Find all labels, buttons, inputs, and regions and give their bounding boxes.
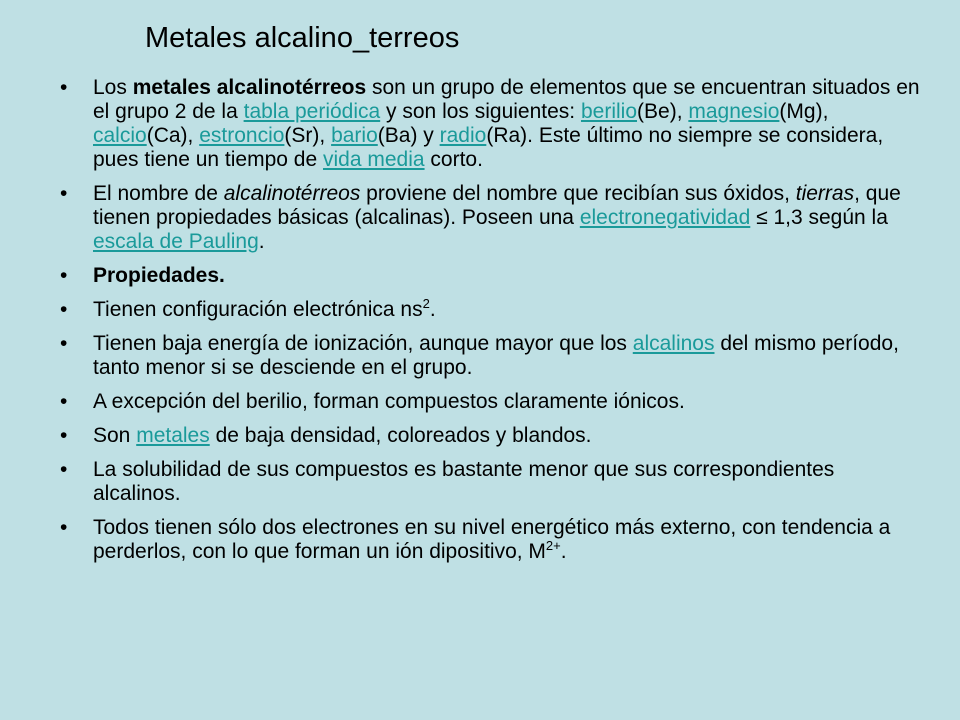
slide-title: Metales alcalino_terreos (145, 22, 460, 54)
link-bario[interactable]: bario (331, 124, 378, 147)
text: y son los siguientes: (380, 100, 581, 123)
link-radio[interactable]: radio (439, 124, 487, 147)
link-metales[interactable]: metales (136, 424, 210, 447)
text: (Ra). Este último no siempre se considera, pues tiene un tiempo de (93, 124, 884, 171)
bullet-item-name-origin (60, 182, 920, 254)
text: . (258, 230, 265, 253)
bullet-icon: • (60, 76, 68, 99)
superscript: 2 (422, 296, 430, 311)
bullet-icon: • (60, 516, 68, 539)
bullet-icon: • (60, 182, 68, 205)
bullet-item-definition (60, 76, 920, 172)
superscript: 2+ (545, 538, 561, 553)
text: . (429, 298, 436, 321)
properties-heading: Propiedades. (93, 264, 225, 287)
link-electronegatividad[interactable]: electronegatividad (579, 206, 751, 229)
text: Todos tienen sólo dos electrones en su nivel energético más externo, con tendencia a perderlos, con lo que forman un ión dipositivo, M (93, 516, 891, 563)
bullet-icon: • (60, 264, 68, 287)
bullet-icon: • (60, 424, 68, 447)
text: (Ba) y (377, 124, 440, 147)
text: . (560, 540, 567, 563)
link-estroncio[interactable]: estroncio (199, 124, 285, 147)
italic-term: alcalinotérreos (223, 182, 361, 205)
text: La solubilidad de sus compuestos es bastante menor que sus correspondientes alcalinos. (93, 458, 835, 505)
link-calcio[interactable]: calcio (93, 124, 147, 147)
text: proviene del nombre que recibían sus óxidos, (360, 182, 796, 205)
text: son un grupo de elementos que se encuentran situados en el grupo 2 de la (93, 76, 920, 123)
text: del mismo período, tanto menor si se desciende en el grupo. (93, 332, 899, 379)
link-magnesio[interactable]: magnesio (688, 100, 780, 123)
text: Los (93, 76, 133, 99)
link-escala-de-pauling[interactable]: escala de Pauling (93, 230, 259, 253)
text: A excepción del berilio, forman compuestos claramente iónicos. (93, 390, 685, 413)
text: (Sr), (284, 124, 332, 147)
bullet-list (60, 76, 920, 574)
text: Son (93, 424, 137, 447)
text: (Ca), (146, 124, 200, 147)
text: Tienen baja energía de ionización, aunque mayor que los (93, 332, 633, 355)
link-berilio[interactable]: berilio (580, 100, 638, 123)
text: corto. (424, 148, 483, 171)
text: El nombre de (93, 182, 224, 205)
text: ≤ 1,3 según la (750, 206, 888, 229)
italic-term: tierras (795, 182, 855, 205)
link-tabla-periodica[interactable]: tabla periódica (243, 100, 381, 123)
bullet-icon: • (60, 458, 68, 481)
text: , que tienen propiedades básicas (alcalinas). Poseen una (93, 182, 901, 229)
bullet-item-electrons (60, 516, 920, 564)
link-vida-media[interactable]: vida media (323, 148, 425, 171)
bold-term: metales alcalinotérreos (132, 76, 367, 99)
text: (Mg), (779, 100, 829, 123)
bullet-icon: • (60, 332, 68, 355)
text: (Be), (637, 100, 689, 123)
bullet-icon: • (60, 390, 68, 413)
text: Tienen configuración electrónica ns (93, 298, 423, 321)
link-alcalinos[interactable]: alcalinos (632, 332, 715, 355)
text: de baja densidad, coloreados y blandos. (209, 424, 592, 447)
bullet-item-solubility (60, 458, 920, 506)
bullet-item-configuration (60, 298, 920, 322)
bullet-item-ionic-compounds (60, 390, 920, 414)
bullet-item-properties-heading (60, 264, 920, 288)
bullet-icon: • (60, 298, 68, 321)
bullet-item-density (60, 424, 920, 448)
bullet-item-ionization (60, 332, 920, 380)
